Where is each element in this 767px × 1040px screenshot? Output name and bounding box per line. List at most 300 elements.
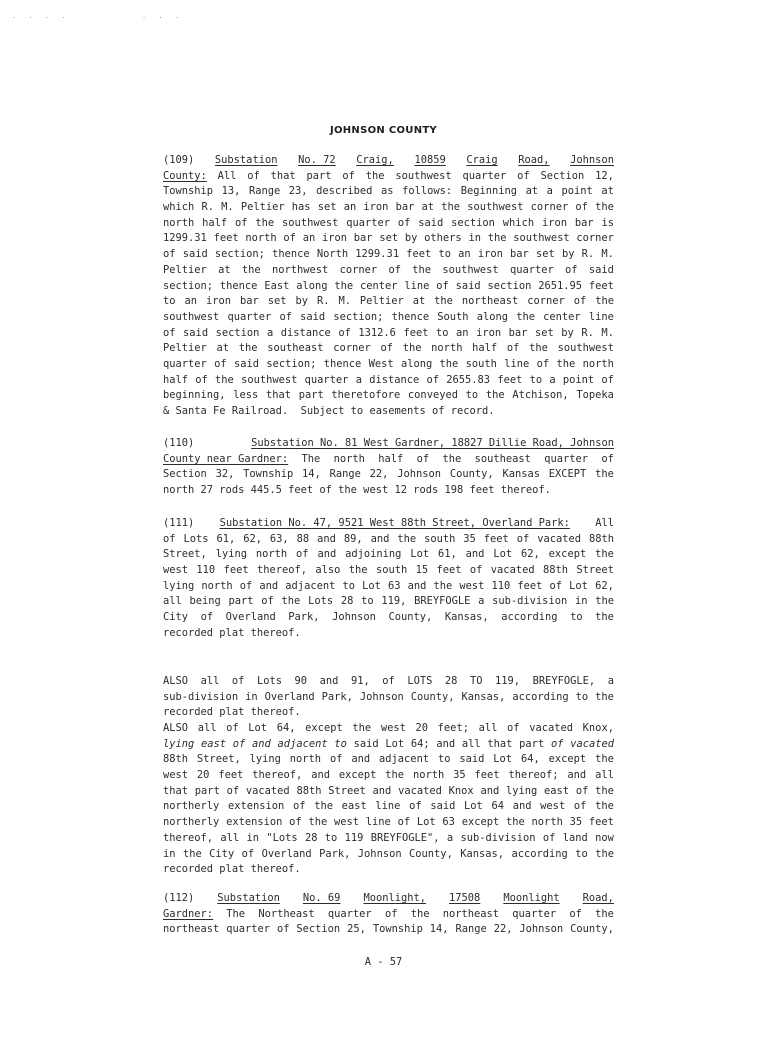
text-line bbox=[163, 200, 614, 216]
text-segment: said bbox=[353, 737, 379, 750]
text-segment: the bbox=[442, 452, 462, 465]
text-segment: of bbox=[241, 847, 255, 860]
text-segment: section; bbox=[266, 357, 317, 370]
text-line bbox=[163, 279, 614, 295]
text-segment: City bbox=[209, 847, 235, 860]
text-segment: Johnson bbox=[359, 690, 404, 703]
text-segment: the bbox=[595, 753, 614, 766]
text-line bbox=[163, 404, 614, 420]
text-segment: by bbox=[404, 232, 418, 245]
text-segment: 63, bbox=[269, 532, 289, 545]
text-segment: set bbox=[267, 295, 287, 308]
text-segment: Kansas, bbox=[461, 690, 506, 703]
text-segment: in bbox=[468, 232, 481, 245]
text-segment: except bbox=[548, 753, 587, 766]
text-segment: according bbox=[511, 847, 568, 860]
text-segment: the bbox=[595, 295, 614, 308]
text-segment: adjacent bbox=[277, 737, 328, 750]
text-segment: to bbox=[575, 690, 589, 703]
text-segment: that bbox=[265, 389, 291, 402]
text-segment: corner bbox=[530, 201, 569, 214]
text-segment: north bbox=[289, 753, 322, 766]
text-segment: and bbox=[317, 532, 336, 545]
text-segment: north bbox=[333, 452, 365, 465]
text-line bbox=[163, 532, 614, 548]
text-segment: vacated bbox=[490, 564, 535, 577]
text-segment: half bbox=[472, 342, 498, 355]
text-segment: northeast bbox=[163, 923, 220, 936]
text-segment: section bbox=[451, 216, 495, 229]
text-line bbox=[163, 752, 614, 768]
text-segment: Knox bbox=[448, 784, 474, 797]
text-segment: that bbox=[270, 169, 296, 182]
text-segment: The bbox=[226, 907, 246, 920]
text-segment: lying bbox=[163, 737, 195, 750]
text-line bbox=[163, 563, 614, 579]
text-segment: Johnson bbox=[397, 468, 442, 481]
text-segment: thence bbox=[323, 357, 362, 370]
text-segment: iron bbox=[363, 201, 389, 214]
text-segment: follows: bbox=[402, 185, 453, 198]
text-segment: and bbox=[252, 737, 271, 750]
text-line bbox=[163, 263, 614, 279]
text-segment: West bbox=[368, 357, 394, 370]
text-segment: Section bbox=[163, 468, 207, 481]
text-segment: beginning, bbox=[163, 389, 226, 402]
text-segment: according bbox=[501, 611, 558, 624]
text-segment: the bbox=[348, 564, 368, 577]
text-segment: 1299.31 bbox=[355, 248, 400, 261]
text-segment: part bbox=[194, 784, 220, 797]
text-segment: Street, bbox=[163, 548, 207, 561]
text-segment: half bbox=[163, 373, 189, 386]
text-segment: Lot bbox=[362, 579, 381, 592]
text-segment: the bbox=[308, 816, 328, 829]
text-segment: of bbox=[293, 800, 306, 813]
text-segment: Range bbox=[455, 923, 487, 936]
text-segment: Township bbox=[163, 185, 214, 198]
text-segment: a bbox=[546, 185, 553, 198]
text-segment: feet bbox=[588, 816, 614, 829]
text-segment: recorded plat thereof. bbox=[163, 706, 301, 719]
text-segment: to bbox=[342, 579, 355, 592]
text-segment: Lots bbox=[256, 675, 282, 687]
text-segment: half bbox=[202, 216, 228, 229]
text-segment: Lots bbox=[308, 595, 334, 608]
text-segment: quarter bbox=[163, 357, 207, 370]
text-segment: line bbox=[375, 800, 401, 813]
text-segment: of bbox=[226, 722, 239, 734]
text-segment: 88th bbox=[296, 784, 322, 797]
text-segment: 15 bbox=[415, 564, 429, 577]
text-segment: a bbox=[446, 831, 454, 844]
text-segment: (112) bbox=[163, 892, 195, 904]
text-segment: of bbox=[239, 579, 253, 592]
text-segment: "Lots bbox=[266, 831, 298, 844]
text-segment: feet bbox=[403, 326, 429, 339]
text-segment: 28 bbox=[444, 675, 458, 687]
corner-mark-right: · · · bbox=[142, 14, 184, 22]
text-segment: The bbox=[301, 452, 321, 465]
text-segment: along bbox=[296, 279, 328, 292]
text-segment: TO bbox=[469, 675, 483, 687]
text-segment: a bbox=[478, 595, 485, 608]
text-segment: in bbox=[163, 847, 176, 860]
text-segment: north bbox=[201, 579, 233, 592]
text-segment: set bbox=[317, 201, 337, 214]
text-segment: northerly bbox=[163, 816, 220, 829]
text-segment: Lot bbox=[410, 548, 430, 561]
text-segment: and bbox=[407, 579, 427, 592]
text-segment: Township bbox=[243, 468, 294, 481]
text-segment: the bbox=[215, 373, 234, 386]
text-segment: east bbox=[201, 737, 227, 750]
text-segment: sub-division bbox=[163, 690, 239, 703]
text-segment: of bbox=[329, 753, 343, 766]
text-line bbox=[163, 247, 614, 263]
text-segment: and bbox=[436, 737, 456, 750]
text-segment: all bbox=[220, 831, 240, 844]
text-segment: all bbox=[197, 722, 217, 734]
text-segment: vacated bbox=[537, 532, 582, 545]
underlined-heading-text: Craig, bbox=[356, 154, 394, 166]
text-segment: adjacent bbox=[285, 579, 336, 592]
text-segment: Atchison, bbox=[512, 389, 569, 402]
text-segment: ALSO bbox=[163, 675, 189, 687]
text-segment: part bbox=[228, 595, 254, 608]
text-segment: corner bbox=[576, 232, 614, 245]
text-segment: set bbox=[535, 248, 555, 261]
text-segment: South bbox=[437, 310, 469, 323]
text-segment: of bbox=[565, 263, 578, 276]
text-segment: the bbox=[441, 201, 461, 214]
text-segment: Lot bbox=[416, 816, 436, 829]
text-segment: adjacent bbox=[379, 753, 430, 766]
text-segment: is bbox=[601, 216, 614, 229]
paragraph-109 bbox=[163, 153, 614, 420]
text-segment: the bbox=[595, 201, 614, 214]
text-segment: of bbox=[549, 579, 563, 592]
text-segment: bar bbox=[353, 232, 373, 245]
text-segment: according bbox=[512, 690, 569, 703]
text-segment: feet bbox=[218, 769, 244, 782]
text-segment: Lot bbox=[493, 753, 513, 766]
underlined-heading-text: Craig bbox=[466, 154, 498, 166]
text-segment: corner bbox=[527, 295, 565, 308]
text-segment: of bbox=[409, 800, 422, 813]
text-segment: all bbox=[461, 737, 481, 750]
text-segment: of bbox=[601, 452, 614, 465]
text-segment: the bbox=[182, 847, 202, 860]
text-line bbox=[163, 891, 614, 907]
text-segment: of bbox=[517, 169, 530, 182]
text-segment: a bbox=[607, 675, 614, 687]
text-segment: feet bbox=[483, 532, 509, 545]
text-line bbox=[163, 610, 614, 626]
text-segment: the bbox=[412, 263, 432, 276]
text-segment: 62, bbox=[243, 532, 262, 545]
text-segment: in bbox=[246, 831, 259, 844]
text-line bbox=[163, 579, 614, 595]
underlined-heading-text: Substation bbox=[217, 892, 280, 904]
text-line bbox=[163, 705, 614, 721]
text-segment: Park, bbox=[321, 690, 353, 703]
text-segment: which bbox=[502, 216, 535, 229]
text-segment: said bbox=[182, 248, 208, 261]
text-segment: All bbox=[595, 517, 614, 529]
text-segment: all bbox=[478, 722, 498, 734]
text-segment: the bbox=[595, 784, 614, 797]
text-segment: Street bbox=[328, 784, 366, 797]
text-segment: R. bbox=[316, 295, 330, 308]
text-segment: the bbox=[238, 342, 258, 355]
text-segment: and bbox=[480, 784, 500, 797]
text-line bbox=[163, 467, 614, 483]
text-segment: of bbox=[542, 831, 556, 844]
text-segment: corner bbox=[339, 263, 378, 276]
text-segment: Kansas, bbox=[444, 611, 489, 624]
text-segment: which bbox=[163, 201, 195, 214]
text-segment: of bbox=[573, 295, 587, 308]
text-segment: Topeka bbox=[576, 389, 614, 402]
text-line bbox=[163, 294, 614, 310]
text-segment: quarter bbox=[226, 923, 271, 936]
text-segment: in bbox=[245, 690, 258, 703]
text-segment: of bbox=[261, 595, 274, 608]
text-segment: R. bbox=[581, 326, 594, 339]
text-segment: feet bbox=[223, 564, 249, 577]
text-segment: vacated bbox=[570, 737, 614, 750]
text-segment: of bbox=[516, 532, 530, 545]
text-line bbox=[163, 184, 614, 200]
text-segment: north bbox=[531, 816, 563, 829]
underlined-heading-text: Moonlight, bbox=[363, 892, 426, 904]
text-segment: Park, bbox=[319, 847, 351, 860]
text-segment: northeast bbox=[461, 295, 519, 308]
text-segment: 64, bbox=[276, 722, 296, 734]
text-segment: and bbox=[465, 548, 485, 561]
text-segment: sub-division bbox=[460, 831, 536, 844]
text-segment: 119, bbox=[495, 675, 521, 687]
text-segment: and bbox=[317, 548, 337, 561]
text-segment: and bbox=[319, 675, 339, 687]
text-segment: to bbox=[324, 831, 338, 844]
text-segment: of bbox=[575, 784, 589, 797]
underlined-heading-text: Road, bbox=[518, 154, 550, 166]
text-segment: quarter bbox=[227, 310, 272, 323]
text-segment: quarter bbox=[462, 169, 507, 182]
text-segment: EXCEPT bbox=[548, 468, 587, 481]
text-line bbox=[163, 768, 614, 784]
text-segment: to bbox=[575, 847, 588, 860]
text-segment: Peltier bbox=[240, 201, 285, 214]
text-segment: of bbox=[416, 452, 430, 465]
text-segment: of bbox=[550, 737, 564, 750]
text-segment: (109) bbox=[163, 154, 195, 166]
text-segment: of bbox=[296, 548, 309, 561]
paragraph-also-lots-90-91 bbox=[163, 674, 614, 721]
text-segment: line bbox=[588, 310, 614, 323]
text-segment: at bbox=[601, 185, 614, 198]
page-title: JOHNSON COUNTY bbox=[329, 125, 438, 136]
text-segment: of bbox=[289, 816, 302, 829]
text-segment: bar bbox=[508, 326, 528, 339]
text-segment: feet; bbox=[437, 722, 469, 734]
text-segment: 63 bbox=[387, 579, 401, 592]
text-segment: of bbox=[235, 216, 248, 229]
text-segment: of bbox=[426, 373, 440, 386]
text-segment: to bbox=[437, 753, 451, 766]
text-segment: Lot bbox=[248, 722, 268, 734]
text-segment: southwest bbox=[282, 216, 339, 229]
text-segment: M. bbox=[221, 201, 234, 214]
text-segment: 20 bbox=[196, 769, 210, 782]
text-segment: 14, bbox=[302, 468, 321, 481]
text-segment: said bbox=[183, 326, 209, 339]
text-segment: feet bbox=[497, 373, 523, 386]
text-segment: Lot bbox=[569, 579, 588, 592]
text-segment: (111) bbox=[163, 517, 195, 529]
text-segment: extension bbox=[228, 800, 285, 813]
text-segment: to bbox=[163, 295, 176, 308]
text-segment: said bbox=[300, 310, 326, 323]
text-segment: (110) bbox=[163, 437, 195, 449]
text-segment: and bbox=[512, 800, 532, 813]
text-segment: quarter bbox=[544, 452, 589, 465]
text-segment: the bbox=[439, 357, 459, 370]
text-segment: section bbox=[215, 326, 260, 339]
text-segment: the bbox=[556, 357, 576, 370]
text-segment: the bbox=[595, 690, 614, 703]
text-segment: thence bbox=[219, 279, 258, 292]
text-segment: southwest bbox=[163, 310, 220, 323]
text-segment: the bbox=[595, 468, 614, 481]
text-segment: 90 bbox=[294, 675, 308, 687]
text-segment: of bbox=[163, 248, 176, 261]
text-segment: iron bbox=[477, 248, 503, 261]
text-segment: recorded plat thereof. bbox=[163, 863, 301, 876]
text-segment: and bbox=[351, 753, 371, 766]
text-segment: feet bbox=[517, 579, 543, 592]
underlined-heading-text: Gardner: bbox=[163, 907, 214, 920]
text-segment: feet bbox=[406, 248, 432, 261]
paragraph-112 bbox=[163, 891, 614, 938]
text-line bbox=[163, 357, 614, 373]
text-segment: 14, bbox=[429, 923, 449, 936]
text-segment: to bbox=[570, 611, 583, 624]
text-segment: Street, bbox=[196, 753, 241, 766]
text-segment: the bbox=[595, 595, 614, 608]
text-segment: being bbox=[189, 595, 221, 608]
text-segment: of bbox=[283, 232, 296, 245]
text-segment: lying bbox=[249, 753, 281, 766]
text-segment: LOTS bbox=[407, 675, 433, 687]
text-segment: 88th bbox=[588, 532, 614, 545]
text-segment: bar bbox=[239, 295, 259, 308]
text-segment: Peltier bbox=[359, 295, 404, 308]
text-segment: part bbox=[298, 389, 324, 402]
text-segment: East bbox=[264, 279, 290, 292]
text-segment: the bbox=[434, 295, 453, 308]
text-line bbox=[163, 216, 614, 232]
text-segment: north bbox=[412, 769, 445, 782]
underlined-heading-text: Johnson bbox=[570, 154, 614, 166]
text-segment: of bbox=[573, 800, 587, 813]
text-segment: thence bbox=[391, 310, 430, 323]
text-segment: south bbox=[465, 357, 497, 370]
text-segment: line bbox=[404, 279, 430, 292]
underlined-heading-text: Substation No. 47, 9521 West 88th Street, Overland Park: bbox=[219, 517, 570, 529]
text-line bbox=[163, 862, 614, 878]
text-segment: quarter bbox=[509, 263, 554, 276]
text-segment: M. bbox=[601, 248, 614, 261]
text-segment: southwest bbox=[241, 373, 298, 386]
text-segment: Section bbox=[540, 169, 585, 182]
text-segment: 63 bbox=[442, 816, 455, 829]
underlined-heading-text: Moonlight bbox=[503, 892, 560, 904]
text-segment: thence bbox=[272, 248, 310, 261]
text-segment: 20 bbox=[415, 722, 429, 734]
text-segment: Northeast bbox=[258, 907, 315, 920]
text-segment: 89, bbox=[343, 532, 363, 545]
text-segment: south bbox=[375, 564, 408, 577]
text-segment: to bbox=[436, 326, 449, 339]
text-segment: part bbox=[306, 169, 332, 182]
text-segment: Peltier bbox=[163, 263, 207, 276]
text-line bbox=[163, 452, 614, 468]
text-segment: 25, bbox=[347, 923, 366, 936]
text-segment: of bbox=[163, 532, 176, 545]
text-segment: of bbox=[384, 907, 398, 920]
text-line bbox=[163, 231, 614, 247]
text-line bbox=[163, 721, 614, 737]
text-segment: except bbox=[305, 722, 343, 734]
text-line bbox=[163, 341, 614, 357]
text-segment: north bbox=[255, 548, 288, 561]
text-segment: Lots bbox=[183, 532, 209, 545]
text-segment: feet bbox=[588, 279, 614, 292]
text-segment: Street bbox=[576, 564, 614, 577]
text-segment: to bbox=[465, 389, 479, 402]
text-segment: 22, bbox=[493, 923, 513, 936]
text-segment: City bbox=[163, 611, 189, 624]
text-segment: 35 bbox=[463, 532, 476, 545]
text-segment: except bbox=[338, 769, 377, 782]
text-segment: the bbox=[595, 907, 614, 920]
text-segment: 62, bbox=[595, 579, 614, 592]
underlined-heading-text: 10859 bbox=[414, 154, 446, 166]
text-segment: half bbox=[378, 452, 404, 465]
text-segment: point bbox=[561, 185, 593, 198]
text-segment: corner bbox=[333, 342, 371, 355]
text-segment: Lot bbox=[493, 548, 513, 561]
text-segment: said bbox=[233, 357, 259, 370]
text-segment: of bbox=[276, 923, 290, 936]
text-segment: north bbox=[582, 357, 614, 370]
text-segment: the bbox=[397, 532, 417, 545]
text-segment: County, bbox=[570, 923, 614, 936]
text-segment: iron bbox=[476, 326, 502, 339]
text-segment: set bbox=[379, 232, 399, 245]
underlined-heading-text: County near Gardner: bbox=[163, 452, 289, 465]
text-segment: County, bbox=[388, 611, 433, 624]
text-segment: southeast bbox=[474, 452, 531, 465]
text-segment: M. bbox=[338, 295, 351, 308]
text-segment: Knox, bbox=[582, 722, 614, 734]
text-segment: bar bbox=[574, 216, 594, 229]
text-segment: adjoining bbox=[345, 548, 402, 561]
text-segment: quarter bbox=[512, 907, 557, 920]
